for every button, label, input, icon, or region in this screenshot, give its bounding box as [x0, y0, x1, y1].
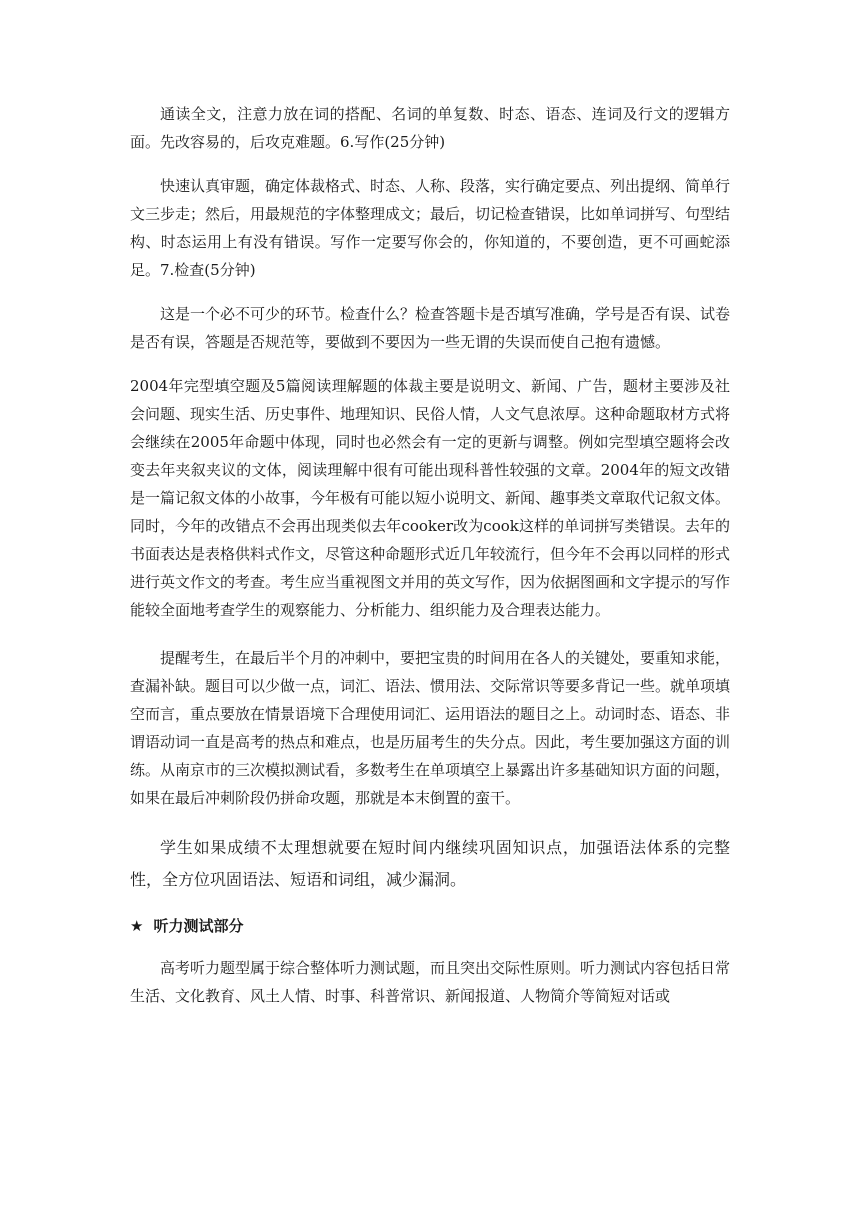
paragraph-checking-tips: 这是一个必不可少的环节。检查什么？检查答题卡是否填写准确，学号是否有误、试卷是否有误，答题是否规范等，要做到不要因为一些无谓的失误而使自己抱有遗憾。 [130, 305, 731, 351]
paragraph-proofreading-tips: 通读全文，注意力放在词的搭配、名词的单复数、时态、语态、连词及行文的逻辑方面。先改容易的，后攻克难题。6.写作(25分钟) [130, 105, 730, 151]
paragraph-listening-intro: 高考听力题型属于综合整体听力测试题，而且突出交际性原则。听力测试内容包括日常生活、文化教育、风土人情、时事、科普常识、新闻报道、人物简介等简短对话或 [130, 959, 731, 1005]
paragraph-grammar-advice: 学生如果成绩不太理想就要在短时间内继续巩固知识点，加强语法体系的完整性，全方位巩固语法、短语和词组，减少漏洞。 [130, 838, 730, 889]
section-title: 听力测试部分 [153, 917, 244, 935]
paragraph-writing-tips: 快速认真审题，确定体裁格式、时态、人称、段落，实行确定要点、列出提纲、简单行文三步走；然后，用最规范的字体整理成文；最后，切记检查错误，比如单词拼写、句型结构、时态运用上有没有错误。写作一定要写你会的，你知道的，不要创造，更不可画蛇添足。7.检查(5分钟) [130, 177, 731, 279]
paragraph-sprint-advice: 提醒考生，在最后半个月的冲刺中，要把宝贵的时间用在各人的关键处，要重知求能，查漏补缺。题目可以少做一点，词汇、语法、惯用法、交际常识等要多背记一些。就单项填空而言，重点要放在情景语境下合理使用词汇、运用语法的题目之上。动词时态、语态、非谓语动词一直是高考的热点和难点，也是历届考生的失分点。因此，考生要加强这方面的训练。从南京市的三次模拟测试看，多数考生在单项填空上暴露出许多基础知识方面的问题，如果在最后冲刺阶段仍拼命攻题，那就是本末倒置的蛮干。 [130, 649, 731, 807]
star-icon: ★ [130, 917, 144, 935]
document-page [130, 100, 730, 1010]
paragraph-exam-analysis: 2004年完型填空题及5篇阅读理解题的体裁主要是说明文、新闻、广告，题材主要涉及社会问题、现实生活、历史事件、地理知识、民俗人情，人文气息浓厚。这种命题取材方式将会继续在2005年命题中体现，同时也必然会有一定的更新与调整。例如完型填空题将会改变去年夹叙夹议的文体，阅读理解中很有可能出现科普性较强的文章。2004年的短文改错是一篇记叙文体的小故事，今年极有可能以短小说明文、新闻、趣事类文章取代记叙文体。同时，今年的改错点不会再出现类似去年cooker改为cook这样的单词拼写类错误。去年的书面表达是表格供料式作文，尽管这种命题形式近几年较流行，但今年不会再以同样的形式进行英文作文的考查。考生应当重视图文并用的英文写作，因为依据图画和文字提示的写作能较全面地考查学生的观察能力、分析能力、组织能力及合理表达能力。 [130, 377, 731, 619]
section-heading [130, 912, 730, 940]
